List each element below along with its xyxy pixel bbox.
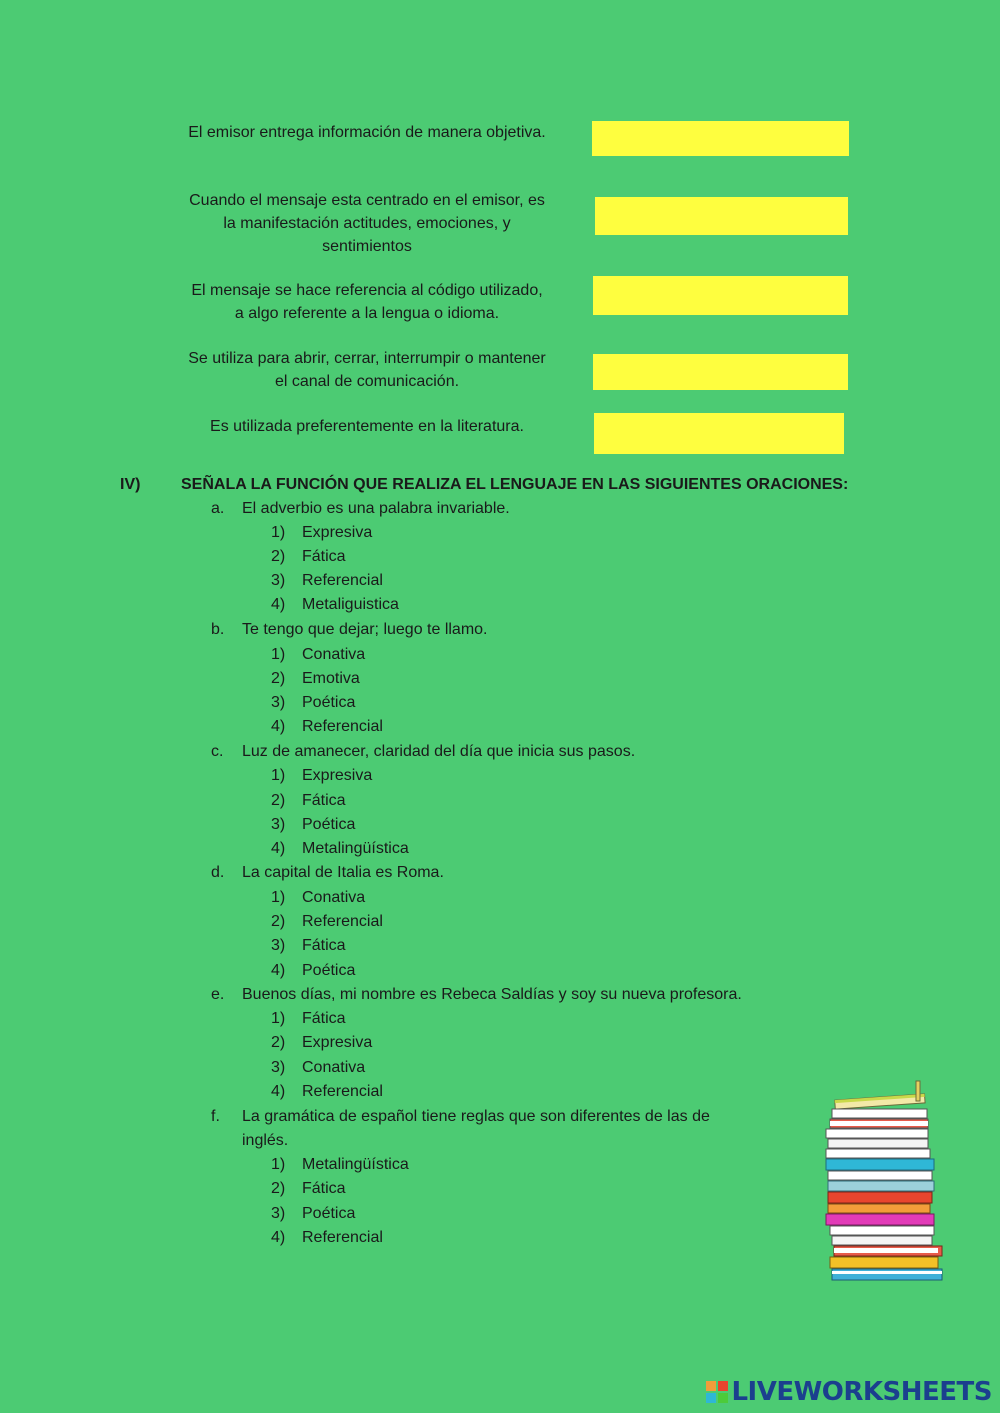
option-number: 2) [271,1034,286,1051]
question-text: La capital de Italia es Roma. [242,864,444,881]
question-letter: d. [211,864,225,881]
option-label: Referencial [302,913,383,930]
option-label: Fática [302,792,346,809]
brand-name: LIVEWORKSHEETS [731,1377,992,1407]
option-a-2[interactable] [271,545,346,569]
question-b [211,618,751,642]
question-text: Te tengo que dejar; luego te llamo. [242,621,488,638]
matching-text-1: El emisor entrega información de manera objetiva. [188,124,546,141]
question-letter: c. [211,743,224,760]
question-letter: a. [211,500,225,517]
option-b-4[interactable] [271,715,383,739]
option-label: Fática [302,1010,346,1027]
answer-box-3[interactable] [593,276,848,315]
question-text: El adverbio es una palabra invariable. [242,500,510,517]
matching-text-4: Se utiliza para abrir, cerrar, interrumpir o mantener el canal de comunicación. [188,350,546,390]
matching-text-2: Cuando el mensaje esta centrado en el emisor, es la manifestación actitudes, emociones, y sentimientos [189,192,545,255]
option-c-1[interactable] [271,764,372,788]
section-number: IV) [120,476,141,493]
book-stack-icon [820,1075,950,1295]
option-number: 4) [271,1229,286,1246]
option-f-4[interactable] [271,1226,383,1250]
option-label: Poética [302,962,356,979]
option-e-1[interactable] [271,1007,346,1031]
option-number: 3) [271,937,286,954]
option-c-2[interactable] [271,789,346,813]
option-c-4[interactable] [271,837,409,861]
option-number: 4) [271,1083,286,1100]
option-number: 1) [271,1156,286,1173]
option-label: Fática [302,1180,346,1197]
question-text: Buenos días, mi nombre es Rebeca Saldías y soy su nueva profesora. [242,986,742,1003]
option-label: Fática [302,937,346,954]
option-number: 4) [271,962,286,979]
option-number: 1) [271,889,286,906]
option-f-2[interactable] [271,1177,346,1201]
question-d [211,861,751,885]
option-number: 1) [271,767,286,784]
option-f-1[interactable] [271,1153,409,1177]
answer-box-1[interactable] [592,121,849,156]
option-e-2[interactable] [271,1031,372,1055]
section-title: SEÑALA LA FUNCIÓN QUE REALIZA EL LENGUAJE EN LAS SIGUIENTES ORACIONES: [181,476,849,493]
option-a-1[interactable] [271,521,372,545]
answer-box-5[interactable] [594,413,844,454]
option-number: 3) [271,694,286,711]
option-label: Referencial [302,572,383,589]
question-c [211,740,751,764]
option-number: 3) [271,572,286,589]
question-text: La gramática de español tiene reglas que son diferentes de las de inglés. [242,1108,710,1149]
brand-logo [706,1375,992,1409]
option-label: Expresiva [302,767,373,784]
question-e [211,983,751,1007]
question-letter: f. [211,1108,220,1125]
matching-text-5: Es utilizada preferentemente en la literatura. [210,418,524,435]
option-number: 2) [271,548,286,565]
option-b-2[interactable] [271,667,360,691]
option-e-3[interactable] [271,1056,365,1080]
option-label: Metalingüística [302,840,409,857]
question-letter: e. [211,986,225,1003]
option-label: Metaliguistica [302,596,399,613]
option-number: 4) [271,840,286,857]
option-b-3[interactable] [271,691,355,715]
option-label: Referencial [302,718,383,735]
question-text: Luz de amanecer, claridad del día que inicia sus pasos. [242,743,636,760]
option-d-3[interactable] [271,934,346,958]
question-a [211,497,751,521]
option-label: Emotiva [302,670,360,687]
option-label: Conativa [302,1059,366,1076]
matching-text-3: El mensaje se hace referencia al código utilizado, a algo referente a la lengua o idioma. [191,282,543,322]
option-number: 4) [271,718,286,735]
option-number: 3) [271,1205,286,1222]
option-label: Referencial [302,1229,383,1246]
option-label: Expresiva [302,524,373,541]
option-label: Expresiva [302,1034,373,1051]
answer-box-2[interactable] [595,197,848,235]
option-d-4[interactable] [271,959,355,983]
option-label: Poética [302,1205,356,1222]
option-label: Referencial [302,1083,383,1100]
question-f [211,1105,736,1153]
option-number: 2) [271,1180,286,1197]
question-letter: b. [211,621,225,638]
option-number: 4) [271,596,286,613]
option-b-1[interactable] [271,643,365,667]
option-label: Poética [302,816,356,833]
brand-logo-icon [706,1381,728,1403]
option-number: 1) [271,524,286,541]
option-label: Fática [302,548,346,565]
option-a-4[interactable] [271,593,399,617]
option-label: Conativa [302,646,366,663]
option-label: Conativa [302,889,366,906]
answer-box-4[interactable] [593,354,848,390]
option-number: 2) [271,913,286,930]
option-number: 3) [271,1059,286,1076]
option-a-3[interactable] [271,569,383,593]
option-number: 2) [271,670,286,687]
option-number: 1) [271,1010,286,1027]
option-label: Poética [302,694,356,711]
option-f-3[interactable] [271,1202,355,1226]
option-d-2[interactable] [271,910,383,934]
option-label: Metalingüística [302,1156,409,1173]
option-number: 3) [271,816,286,833]
option-number: 1) [271,646,286,663]
option-number: 2) [271,792,286,809]
option-c-3[interactable] [271,813,355,837]
option-d-1[interactable] [271,886,365,910]
option-e-4[interactable] [271,1080,383,1104]
